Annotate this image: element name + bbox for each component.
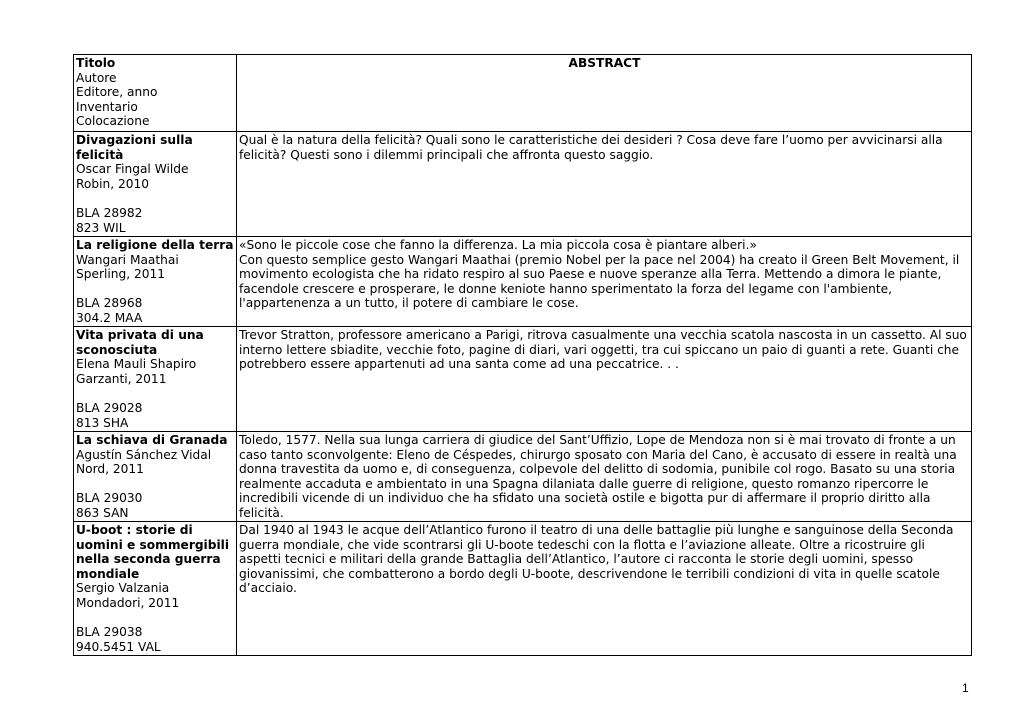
book-row: [74, 132, 972, 237]
header-row: [74, 55, 972, 132]
book-author: Wangari Maathai: [76, 252, 179, 267]
book-location: 940.5451 VAL: [76, 639, 161, 654]
location-column-label: Colocazione: [76, 114, 150, 129]
book-location: 813 SHA: [76, 415, 129, 430]
header-meta-cell: [74, 55, 237, 132]
book-abstract: Qual è la natura della felicità? Quali sono le caratteristiche dei desideri ? Cosa deve fare l’uomo per avvicinarsi alla felicità? Questi sono i dilemmi principali che affronta questo saggio.: [239, 133, 943, 162]
book-location: 863 SAN: [76, 505, 129, 520]
book-title: U-boot : storie di uomini e sommergibili nella seconda guerra mondiale: [76, 523, 229, 581]
book-abstract: Trevor Stratton, professore americano a Parigi, ritrova casualmente una vecchia scatola nascosta in un cassetto. Al suo interno lettere sbiadite, vecchie foto, pagine di diari, vari oggetti, tra cui spiccano un paio di guanti a rete. Guanti che potrebbero essere appartenuti ad una santa come ad una peccatrice. . .: [239, 328, 967, 372]
title-column-label: Titolo: [76, 56, 116, 70]
book-location: 304.2 MAA: [76, 310, 143, 325]
book-author: Elena Mauli Shapiro: [76, 357, 197, 372]
book-abstract-cell: [237, 432, 972, 522]
book-publisher: Robin, 2010: [76, 176, 149, 191]
book-author: Oscar Fingal Wilde: [76, 162, 189, 177]
book-meta-cell: [74, 327, 237, 432]
book-inventory: BLA 28982: [76, 205, 143, 220]
book-title: La religione della terra: [76, 238, 234, 252]
book-publisher: Sperling, 2011: [76, 267, 165, 282]
book-row: [74, 327, 972, 432]
book-abstract-quote: «Sono le piccole cose che fanno la differenza. La mia piccola cosa è piantare alberi.»: [239, 238, 757, 252]
book-publisher: Garzanti, 2011: [76, 371, 167, 386]
inventory-column-label: Inventario: [76, 99, 138, 114]
page-number: 1: [962, 681, 969, 695]
abstract-column-label: ABSTRACT: [568, 56, 641, 70]
author-column-label: Autore: [76, 70, 117, 85]
book-inventory: BLA 29028: [76, 400, 143, 415]
book-title: Vita privata di una sconosciuta: [76, 328, 204, 357]
book-row: [74, 237, 972, 327]
book-inventory: BLA 29038: [76, 625, 143, 640]
book-title: Divagazioni sulla felicità: [76, 133, 193, 162]
catalog-table: [73, 54, 972, 656]
book-meta-cell: [74, 237, 237, 327]
book-abstract: Toledo, 1577. Nella sua lunga carriera di giudice del Sant’Uffizio, Lope de Mendoza non si è mai trovato di fronte a un caso tanto sconvolgente: Eleno de Céspedes, chirurgo sposato con Maria del Cano, è accusato di essere in realtà una donna travestita da uomo e, di conseguenza, colpevole del delitto di sodomia, punibile col rogo. Basato su una storia realmente accaduta e ambientato in una Spagna dilaniata dalle guerre di religione, questo romanzo ripercorre le incredibili vicende di un individuo che ha sfidato una società ostile e bigotta pur di affermare il proprio diritto alla felicità.: [239, 433, 957, 520]
book-location: 823 WIL: [76, 220, 126, 235]
book-abstract-cell: [237, 522, 972, 656]
book-author: Sergio Valzania: [76, 581, 170, 596]
book-abstract-cell: [237, 237, 972, 327]
book-abstract: Dal 1940 al 1943 le acque dell’Atlantico furono il teatro di una delle battaglie più lunghe e sanguinose della Seconda guerra mondiale, che vide scontrarsi gli U-boote tedeschi con la flotta e l’aviazione alleate. Oltre a ricostruire gli aspetti tecnici e militari della grande Battaglia dell’Atlantico, l’autore ci racconta le storie degli uomini, spesso giovanissimi, che combatterono a bordo degli U-boote, descrivendone le terribili condizioni di vita in quelle scatole d’acciaio.: [239, 523, 954, 596]
book-inventory: BLA 28968: [76, 296, 143, 311]
book-publisher: Nord, 2011: [76, 462, 144, 477]
book-abstract-cell: [237, 132, 972, 237]
book-meta-cell: [74, 132, 237, 237]
book-title: La schiava di Granada: [76, 433, 228, 447]
book-row: [74, 432, 972, 522]
book-abstract-cell: [237, 327, 972, 432]
book-meta-cell: [74, 432, 237, 522]
book-meta-cell: [74, 522, 237, 656]
book-author: Agustín Sánchez Vidal: [76, 447, 212, 462]
book-row: [74, 522, 972, 656]
book-inventory: BLA 29030: [76, 491, 143, 506]
book-publisher: Mondadori, 2011: [76, 595, 180, 610]
publisher-column-label: Editore, anno: [76, 85, 158, 100]
book-abstract: Con questo semplice gesto Wangari Maathai (premio Nobel per la pace nel 2004) ha creato il Green Belt Movement, il movimento ecologista che ha ridato respiro al suo Paese e nuove speranze alla Terra. Mettendo a dimora le piante, facendole crescere e prosperare, le donne keniote hanno sperimentato la forza del legame con l'ambiente, l'appartenenza a un tutto, il potere di cambiare le cose.: [239, 252, 960, 311]
abstract-header-cell: [237, 55, 972, 132]
